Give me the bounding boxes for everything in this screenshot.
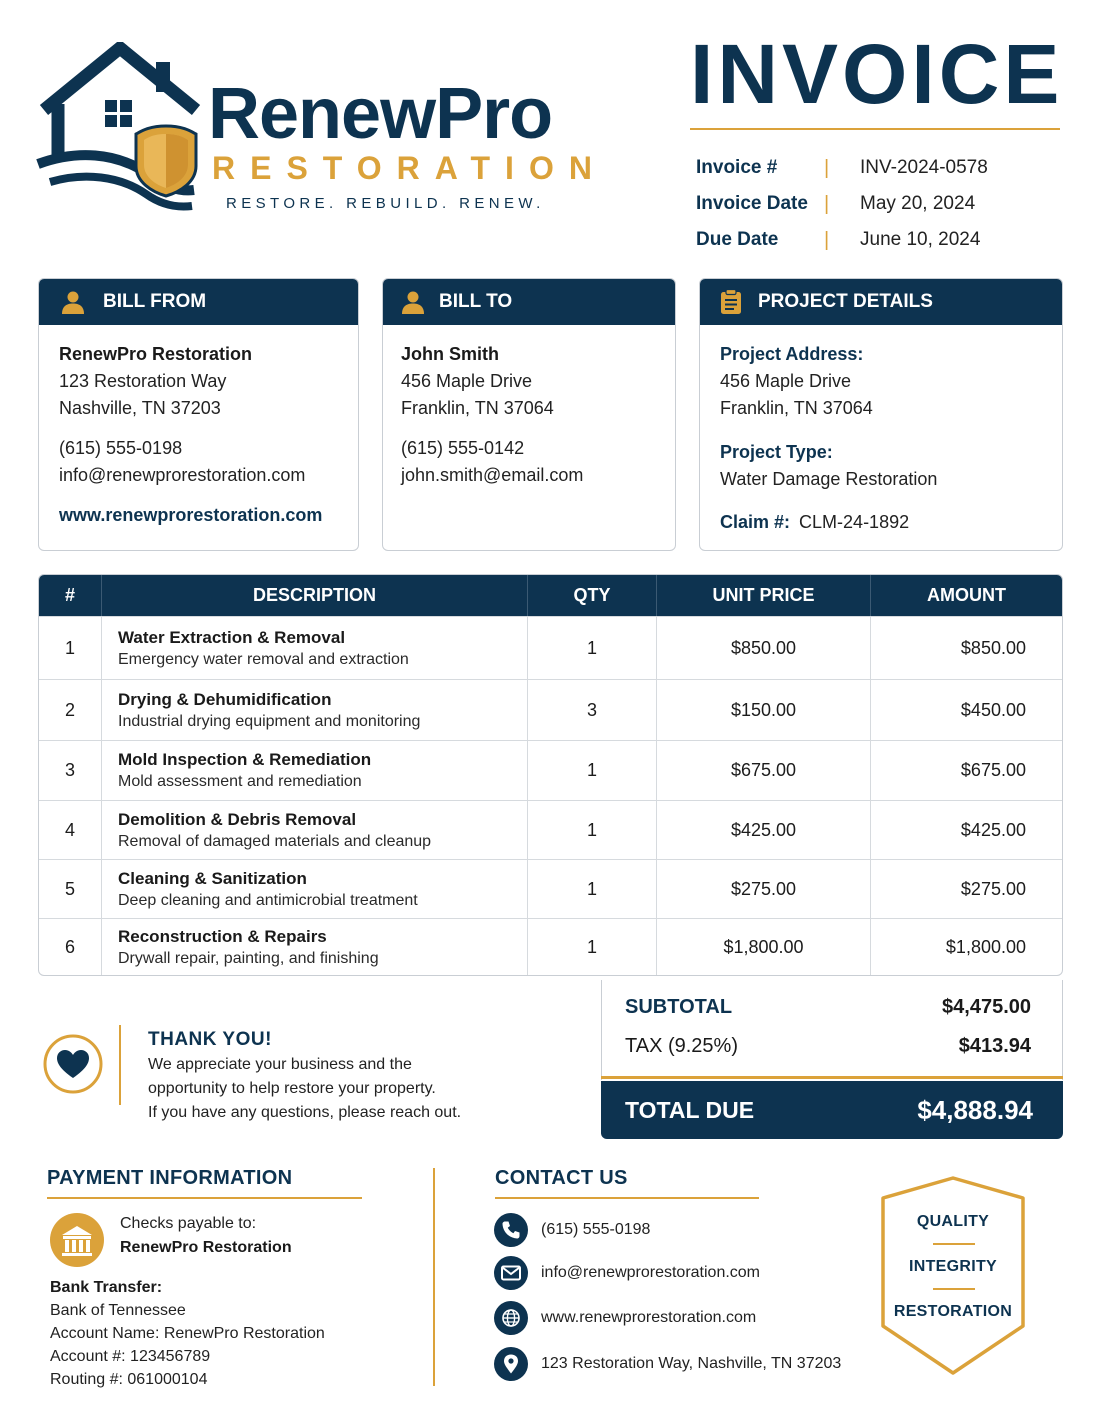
thank-you-divider: [119, 1025, 121, 1105]
project-city: Franklin, TN 37064: [720, 398, 873, 418]
clipboard-icon: [720, 289, 742, 315]
row-number: 1: [39, 617, 102, 679]
meta-separator: |: [824, 192, 830, 215]
project-details-card: [699, 278, 1063, 551]
item-title: Water Extraction & Removal: [118, 627, 346, 647]
bill-from-website-link[interactable]: www.renewprorestoration.com: [59, 505, 323, 525]
brand-subtitle: RESTORATION: [212, 150, 607, 186]
item-title: Drying & Dehumidification: [118, 689, 332, 709]
item-title: Demolition & Debris Removal: [118, 809, 357, 829]
totals-box: [601, 980, 1063, 1080]
item-title: Mold Inspection & Remediation: [118, 750, 372, 769]
company-logo: [36, 40, 607, 220]
item-detail: Emergency water removal and extraction: [118, 650, 409, 668]
bill-to-street: 456 Maple Drive: [401, 371, 533, 391]
globe-icon: [494, 1301, 528, 1335]
tax-value: $413.94: [958, 1035, 1031, 1057]
due-date-row: [696, 222, 1076, 258]
project-type: Water Damage Restoration: [720, 469, 938, 489]
footer-divider: [433, 1168, 435, 1386]
bill-to-phone[interactable]: (615) 555-0142: [401, 438, 525, 458]
contact-heading: CONTACT US: [495, 1167, 628, 1189]
brand-tagline: RESTORE. REBUILD. RENEW.: [226, 195, 545, 212]
badge-shield-icon: [880, 1176, 1026, 1376]
project-type-label: Project Type:: [720, 442, 833, 462]
phone-icon: [494, 1213, 528, 1247]
thank-you-line: opportunity to help restore your property.: [148, 1080, 436, 1097]
checks-payable: [120, 1212, 292, 1260]
row-qty: 1: [528, 860, 657, 918]
invoice-number-row: [696, 150, 1076, 186]
thank-you-note: [42, 1025, 522, 1135]
line-items-table: [38, 574, 1063, 976]
payment-info-heading: PAYMENT INFORMATION: [47, 1167, 293, 1189]
row-description: [102, 801, 528, 859]
badge-integrity: INTEGRITY: [908, 1258, 998, 1275]
column-header-amount: AMOUNT: [927, 585, 1006, 605]
subtotal-row: [625, 996, 1031, 1019]
row-qty: 1: [528, 617, 657, 679]
bill-to-city: Franklin, TN 37064: [401, 398, 554, 418]
row-qty: 1: [528, 919, 657, 975]
meta-separator: |: [824, 228, 830, 251]
column-header-unit-price: UNIT PRICE: [657, 575, 871, 616]
contact-website-row[interactable]: [494, 1301, 756, 1335]
row-description: [102, 860, 528, 918]
routing-number: Routing #: 061000104: [50, 1371, 208, 1388]
bill-from-heading: BILL FROM: [103, 291, 207, 312]
row-amount: $675.00: [960, 760, 1026, 780]
badge-divider: [933, 1243, 975, 1245]
invoice-title: INVOICE: [690, 27, 1064, 121]
project-details-heading: PROJECT DETAILS: [758, 291, 933, 312]
bank-name: Bank of Tennessee: [50, 1302, 186, 1319]
row-description: [102, 680, 528, 740]
subtotal-label: SUBTOTAL: [625, 996, 733, 1018]
bill-from-header: [39, 279, 358, 325]
total-due-value: $4,888.94: [917, 1094, 1033, 1125]
row-number: 6: [39, 919, 102, 975]
contact-rule: [495, 1197, 759, 1199]
bill-to-header: [383, 279, 675, 325]
project-street: 456 Maple Drive: [720, 371, 852, 391]
person-icon: [61, 290, 85, 314]
table-header-row: [39, 575, 1062, 616]
row-unit-price: $675.00: [657, 741, 871, 800]
thank-you-line: We appreciate your business and the: [148, 1056, 412, 1073]
thank-you-line: If you have any questions, please reach out.: [148, 1104, 462, 1121]
row-description: [102, 617, 528, 679]
person-icon: [401, 290, 425, 314]
totals-divider: [601, 1076, 1063, 1079]
heart-icon: [42, 1033, 104, 1095]
contact-email[interactable]: info@renewprorestoration.com: [541, 1264, 761, 1281]
bill-to-name: John Smith: [401, 344, 499, 364]
location-pin-icon: [494, 1347, 528, 1381]
account-number: Account #: 123456789: [50, 1348, 211, 1365]
row-number: 3: [39, 741, 102, 800]
quality-badge: [880, 1176, 1026, 1376]
item-detail: Mold assessment and remediation: [118, 773, 362, 790]
row-qty: 1: [528, 801, 657, 859]
meta-label: Due Date: [696, 229, 779, 250]
brand-name: RenewPro: [208, 74, 553, 154]
total-due-label: TOTAL DUE: [625, 1096, 755, 1123]
checks-payee: RenewPro Restoration: [120, 1239, 292, 1256]
contact-email-row[interactable]: [494, 1256, 760, 1290]
shield-icon: [136, 126, 196, 196]
bank-transfer-info: [50, 1276, 325, 1391]
bill-to-heading: BILL TO: [439, 291, 513, 312]
project-details-header: [700, 279, 1062, 325]
item-title: Cleaning & Sanitization: [118, 868, 307, 888]
item-detail: Deep cleaning and antimicrobial treatment: [118, 891, 418, 909]
row-number: 4: [39, 801, 102, 859]
row-unit-price: $275.00: [657, 860, 871, 918]
row-amount: $1,800.00: [945, 936, 1026, 957]
title-divider: [690, 128, 1060, 130]
row-description: [102, 741, 528, 800]
row-amount: $850.00: [960, 637, 1026, 658]
table-row: [39, 859, 1062, 918]
claim-number: CLM-24-1892: [799, 512, 910, 532]
meta-label: Invoice #: [696, 157, 778, 178]
meta-label: Invoice Date: [696, 193, 808, 214]
total-due-bar: [601, 1081, 1063, 1139]
contact-phone-row[interactable]: [494, 1213, 650, 1247]
claim-row: [720, 509, 1042, 536]
row-amount: $450.00: [960, 699, 1026, 720]
column-header-description: DESCRIPTION: [102, 575, 528, 616]
item-detail: Removal of damaged materials and cleanup: [118, 832, 432, 850]
meta-separator: |: [824, 156, 830, 179]
payment-info-rule: [47, 1197, 362, 1199]
bank-icon: [50, 1213, 104, 1267]
row-amount: $275.00: [960, 878, 1026, 899]
item-detail: Industrial drying equipment and monitoring: [118, 712, 421, 730]
table-row: [39, 616, 1062, 679]
bill-from-company: RenewPro Restoration: [59, 344, 253, 364]
bill-from-email[interactable]: info@renewprorestoration.com: [59, 465, 306, 485]
row-amount: $425.00: [960, 819, 1026, 840]
bill-from-card: [38, 278, 359, 551]
table-row: [39, 800, 1062, 859]
table-row: [39, 918, 1062, 975]
item-detail: Drywall repair, painting, and finishing: [118, 949, 379, 967]
badge-quality: QUALITY: [916, 1213, 990, 1230]
row-number: 2: [39, 680, 102, 740]
row-unit-price: $1,800.00: [657, 919, 871, 975]
table-row: [39, 740, 1062, 800]
bill-to-email[interactable]: john.smith@email.com: [401, 465, 584, 485]
contact-website[interactable]: www.renewprorestoration.com: [541, 1309, 757, 1326]
project-address-label: Project Address:: [720, 344, 864, 364]
item-title: Reconstruction & Repairs: [118, 926, 327, 946]
table-row: [39, 679, 1062, 740]
claim-label: Claim #:: [720, 512, 791, 532]
thank-you-message: [148, 1053, 518, 1125]
contact-phone[interactable]: (615) 555-0198: [541, 1221, 651, 1238]
bank-transfer-label: Bank Transfer:: [50, 1279, 163, 1296]
invoice-date: May 20, 2024: [860, 193, 976, 214]
invoice-number: INV-2024-0578: [860, 157, 988, 178]
house-logo-icon: [36, 42, 201, 214]
row-description: [102, 919, 528, 975]
column-header-number: #: [39, 575, 102, 616]
badge-restoration: RESTORATION: [893, 1303, 1013, 1320]
bill-from-street: 123 Restoration Way: [59, 371, 227, 391]
totals-panel: [601, 980, 1063, 1139]
row-unit-price: $850.00: [657, 617, 871, 679]
due-date: June 10, 2024: [860, 229, 981, 250]
column-header-qty: QTY: [528, 575, 657, 616]
envelope-icon: [494, 1256, 528, 1290]
contact-address-row: [494, 1347, 841, 1381]
bill-to-card: [382, 278, 676, 551]
row-number: 5: [39, 860, 102, 918]
checks-label: Checks payable to:: [120, 1215, 257, 1232]
row-qty: 1: [528, 741, 657, 800]
bill-from-phone[interactable]: (615) 555-0198: [59, 438, 183, 458]
subtotal-value: $4,475.00: [942, 996, 1031, 1018]
invoice-date-row: [696, 186, 1076, 222]
account-name: Account Name: RenewPro Restoration: [50, 1325, 325, 1342]
thank-you-title: THANK YOU!: [148, 1029, 272, 1050]
bill-from-city: Nashville, TN 37203: [59, 398, 221, 418]
contact-address: 123 Restoration Way, Nashville, TN 37203: [541, 1355, 842, 1372]
tax-label: TAX (9.25%): [625, 1035, 738, 1057]
invoice-meta: [696, 150, 1076, 258]
row-qty: 3: [528, 680, 657, 740]
row-unit-price: $150.00: [657, 680, 871, 740]
badge-divider: [933, 1288, 975, 1290]
row-unit-price: $425.00: [657, 801, 871, 859]
tax-row: [625, 1035, 1031, 1058]
